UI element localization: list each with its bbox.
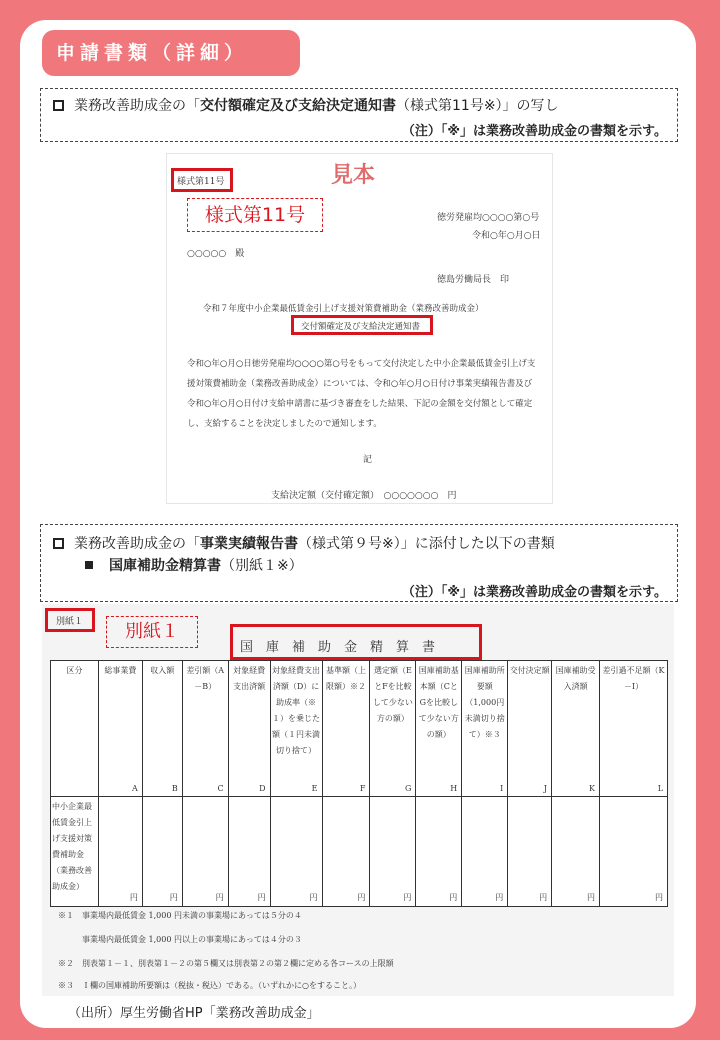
row-label: 中小企業最低賃金引上げ支援対策費補助金（業務改善助成金） — [51, 797, 99, 907]
note-1-caution: （注）「※」は業務改善助成金の書類を示す。 — [401, 124, 667, 139]
bullet-icon — [85, 561, 93, 569]
table-cell: 円 — [552, 797, 600, 907]
column-header: 選定額（EとFを比較して少ない方の額） G — [370, 661, 416, 797]
table-cell: 円 — [462, 797, 508, 907]
sample-stamp: 見本 — [331, 163, 376, 188]
note-2-subline: 国庫補助金精算書（別紙１※） — [85, 555, 303, 575]
notice-body: 令和○年○月○日徳労発雇均○○○○第○号をもって交付決定した中小企業最低賃金引上げ支援対策費補助金（業務改善助成金）については、令和○年○月○日付け事業実績報告書及び令和○年○月○日付け支給申請書に基づき審査をした結果、下記の金額を交付額として確定し、支給することを決定しましたので通知します。 — [187, 359, 536, 429]
form-number-label: 様式第11号 — [187, 198, 323, 232]
ki-label: 記 — [363, 455, 373, 465]
table-cell: 円 — [322, 797, 370, 907]
issue-date: 令和○年○月○日 — [472, 231, 541, 241]
table-title: 国 庫 補 助 金 精 算 書 — [240, 640, 436, 655]
column-header: 対象経費支出済額（D）に助成率（※１）を乗じた額（１円未満切り捨て） E — [270, 661, 322, 797]
checkbox-icon — [53, 538, 64, 549]
table-cell: 円 — [98, 797, 142, 907]
column-header: 基準額（上限額）※２ F — [322, 661, 370, 797]
checkbox-icon — [53, 100, 64, 111]
form-number-label: 別紙１ — [106, 616, 198, 648]
form-number: 様式第11号 — [177, 177, 225, 187]
column-header: 国庫補助受入済額 K — [552, 661, 600, 797]
footnote: ※２ 別表第１－１、別表第１－２の第５欄又は別表第２の第２欄に定める各コースの上限額 — [58, 959, 394, 968]
column-header: 国庫補助所要額（1,000円未満切り捨て）※３ I — [462, 661, 508, 797]
reference-number: 徳労発雇均○○○○第○号 — [437, 213, 540, 223]
addressee: ○○○○○ 殿 — [187, 249, 245, 259]
column-header: 総事業費 A — [98, 661, 142, 797]
note-2-caution: （注）「※」は業務改善助成金の書類を示す。 — [401, 585, 667, 600]
note-box-1 — [40, 88, 678, 142]
table-cell: 円 — [416, 797, 462, 907]
table-cell: 円 — [270, 797, 322, 907]
column-header: 国庫補助基本額（CとGを比較して少ない方の額） H — [416, 661, 462, 797]
table-cell: 円 — [182, 797, 228, 907]
table-cell: 円 — [508, 797, 552, 907]
note-1-line: 業務改善助成金の「交付額確定及び支給決定通知書（様式第11号※）」の写し — [53, 95, 559, 115]
decided-amount: 支給決定額（交付確定額） ○○○○○○○ 円 — [271, 491, 457, 501]
table-cell: 円 — [370, 797, 416, 907]
column-header: 収入額 B — [142, 661, 182, 797]
settlement-sample-document — [42, 604, 674, 996]
source-citation: （出所）厚生労働省HP「業務改善助成金」 — [68, 1006, 320, 1021]
table-cell: 円 — [600, 797, 668, 907]
section-title: 申請書類（詳細） — [42, 30, 300, 76]
grant-name: 令和７年度中小企業最低賃金引上げ支援対策費補助金（業務改善助成金） — [203, 304, 484, 314]
sender: 徳島労働局長 印 — [437, 275, 510, 285]
footnote: ※３ Ｉ欄の国庫補助所要額は（税抜・税込）である。（いずれかに○をすること。） — [58, 981, 361, 990]
table-row — [51, 797, 668, 907]
column-header: 区分 — [51, 661, 99, 797]
footnote: ※１ 事業場内最低賃金 1,000 円未満の事業場にあっては５分の４ — [58, 911, 302, 920]
footnote: 事業場内最低賃金 1,000 円以上の事業場にあっては４分の３ — [58, 935, 302, 944]
note-2-line: 業務改善助成金の「事業実績報告書（様式第９号※）」に添付した以下の書類 — [53, 533, 555, 553]
notice-sample-document — [166, 153, 553, 504]
settlement-table — [50, 660, 668, 907]
doc-title: 交付額確定及び支給決定通知書 — [301, 322, 421, 332]
note-box-2 — [40, 524, 678, 602]
column-header: 対象経費支出済額 D — [228, 661, 270, 797]
column-header: 差引額（A－B） C — [182, 661, 228, 797]
column-header: 交付決定額 J — [508, 661, 552, 797]
table-header-row — [51, 661, 668, 797]
form-number: 別紙１ — [56, 617, 84, 627]
column-header: 差引過不足額（K－I） L — [600, 661, 668, 797]
table-cell: 円 — [142, 797, 182, 907]
table-cell: 円 — [228, 797, 270, 907]
